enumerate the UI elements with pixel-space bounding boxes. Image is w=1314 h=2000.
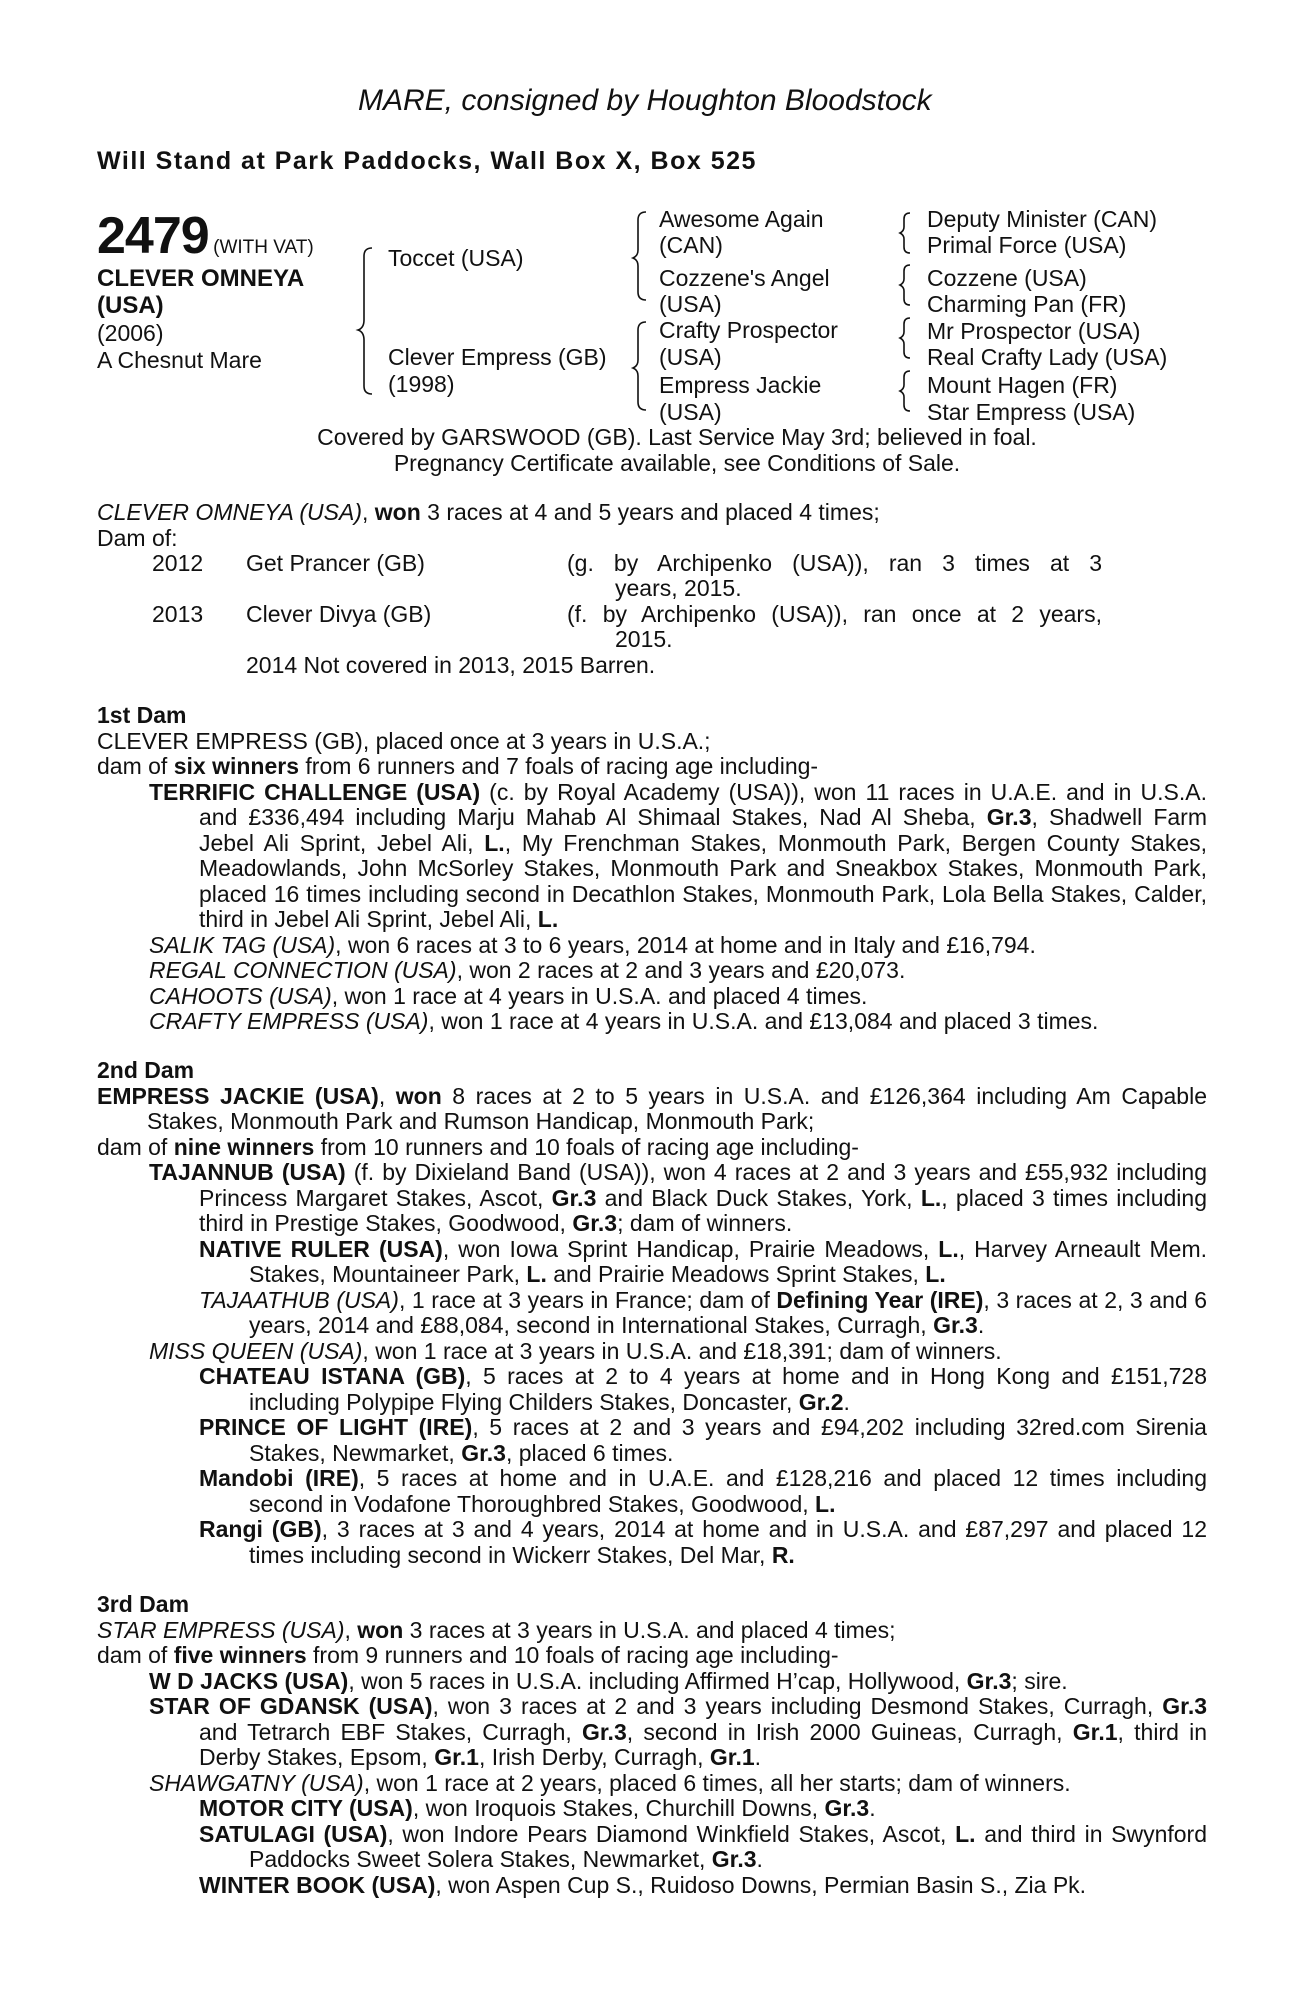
- grade: Gr.3: [986, 804, 1032, 830]
- horse-name-line1: CLEVER OMNEYA: [97, 265, 305, 292]
- text: , My Frenchman Stakes, Monmouth Park, Bergen County Stakes, Meadowlands, John McSorley Stakes, Monmouth Park and Sneakbox Stakes, Monmouth Park, placed 16 times including second in Decathlon Stakes, Monmouth Park, Lola Bella Stakes, Calder, third in Jebel Ali Sprint, Jebel Ali,: [199, 829, 1207, 932]
- text: .: [869, 1795, 876, 1821]
- runner-wd-jacks: [97, 1669, 1207, 1695]
- runner-prince-of-light: [97, 1415, 1207, 1466]
- grade: L.: [815, 1490, 836, 1517]
- sire-name: Toccet (USA): [388, 245, 524, 271]
- text: 3 races at 3 years in U.S.A. and placed 4 times;: [403, 1616, 896, 1643]
- text: dam of: [97, 1133, 174, 1160]
- third-dam-summary: [97, 1618, 1207, 1644]
- dam-sire-country: (USA): [659, 344, 722, 370]
- runner-name: W D JACKS (USA): [149, 1667, 349, 1694]
- text: ; sire.: [1011, 1667, 1068, 1694]
- runner-chateau-istana: [97, 1364, 1207, 1415]
- runner-star-of-gdansk: [97, 1694, 1207, 1771]
- produce-detail: (g. by Archipenko (USA)), ran 3 times at 3: [567, 550, 1102, 576]
- dam-year: (1998): [388, 371, 455, 397]
- pregnancy-line: Pregnancy Certificate available, see Conditions of Sale.: [393, 449, 961, 476]
- text: dam of: [97, 753, 174, 779]
- third-dam-section: [97, 1592, 1207, 1898]
- grade: Gr.3: [461, 1439, 506, 1466]
- grade: Gr.3: [824, 1795, 870, 1821]
- covered-note: [0, 425, 1314, 476]
- text: , Irish Derby, Curragh,: [478, 1744, 710, 1770]
- runner-cahoots: [97, 984, 1207, 1010]
- dam-dam-country: (USA): [659, 399, 722, 425]
- text: , won 5 races in U.S.A. including Affirmed H’cap, Hollywood,: [348, 1667, 967, 1694]
- text: , won 1 race at 3 years in U.S.A. and £18,391; dam of winners.: [362, 1337, 1002, 1364]
- text: , 5 races at home and in U.A.E. and £128,216 and placed 12 times including second in Vodafone Thoroughbred Stakes, Goodwood,: [249, 1465, 1207, 1517]
- dam-sire: Crafty Prospector: [659, 317, 838, 343]
- text: 8 races at 2 to 5 years in U.S.A. and £126,364 including Am Capable Stakes, Monmouth Park and Rumson Handicap, Monmouth Park;: [147, 1082, 1207, 1134]
- covered-line: Covered by GARSWOOD (GB). Last Service May 3rd; believed in foal.: [317, 424, 1037, 450]
- text: (c. by Royal Academy (USA)), won 11 races in U.A.E. and in U.S.A. and £336,494 including Marju Mahab Al Shimaal Stakes, Nad Al Sheba,: [199, 778, 1207, 830]
- first-dam-title: 1st Dam: [97, 702, 187, 728]
- produce-note: 2014 Not covered in 2013, 2015 Barren.: [246, 652, 656, 678]
- produce-detail-cont: 2015.: [615, 626, 673, 652]
- grade: Gr.3: [572, 1210, 618, 1236]
- grade: L.: [526, 1261, 547, 1287]
- dam-name: Clever Empress (GB): [388, 344, 607, 370]
- runner-name: MISS QUEEN (USA): [149, 1337, 363, 1364]
- text: and third in Swynford Paddocks Sweet Solera Stakes, Newmarket,: [249, 1820, 1208, 1872]
- runner-tajannub: [97, 1160, 1207, 1237]
- text: , 5 races at 2 to 4 years at home and in Hong Kong and £151,728 including Polypipe Flying Childers Stakes, Doncaster,: [249, 1363, 1207, 1415]
- dam-name: EMPRESS JACKIE (USA): [97, 1082, 379, 1109]
- runner-satulagi: [97, 1822, 1207, 1873]
- text: dam of: [97, 1642, 174, 1668]
- grade: L.: [537, 906, 559, 932]
- text: , placed 3 times including third in Prestige Stakes, Goodwood,: [199, 1184, 1207, 1236]
- runner-winter-book: [97, 1873, 1207, 1899]
- dam-dam: Empress Jackie: [659, 372, 822, 398]
- runner-native-ruler: [97, 1237, 1207, 1288]
- runner-name: NATIVE RULER (USA): [199, 1235, 443, 1262]
- great-grand-3: Cozzene (USA): [927, 265, 1087, 291]
- text: .: [843, 1388, 850, 1415]
- grade: R.: [771, 1541, 795, 1568]
- second-dam-title: 2nd Dam: [97, 1057, 195, 1083]
- mare-name: CLEVER OMNEYA (USA): [97, 499, 362, 525]
- won-label: won: [395, 1082, 442, 1109]
- runner-shawgatny: [97, 1771, 1207, 1797]
- runner-rangi: [97, 1517, 1207, 1568]
- mare-record: 3 races at 4 and 5 years and placed 4 times;: [420, 499, 880, 525]
- horse-description: A Chesnut Mare: [97, 347, 262, 373]
- grade: L.: [938, 1235, 959, 1262]
- text: , won Iroquois Stakes, Churchill Downs,: [412, 1795, 825, 1821]
- grade: Gr.3: [581, 1718, 627, 1745]
- runner-name: Rangi (GB): [199, 1516, 322, 1542]
- runner-miss-queen: [97, 1339, 1207, 1365]
- grade: L.: [920, 1184, 942, 1211]
- page-title: MARE, consigned by Houghton Bloodstock: [358, 84, 932, 117]
- sire-sire: Awesome Again: [659, 206, 824, 232]
- winners-count: six winners: [173, 753, 299, 779]
- great-grand-2: Primal Force (USA): [927, 232, 1127, 258]
- horse-year: (2006): [97, 320, 164, 346]
- lot-number: 2479: [97, 207, 209, 265]
- sire-dam: Cozzene's Angel: [659, 265, 830, 291]
- runner-name: STAR OF GDANSK (USA): [149, 1693, 433, 1719]
- runner-name: CRAFTY EMPRESS (USA): [149, 1008, 429, 1034]
- runner-name: REGAL CONNECTION (USA): [149, 957, 457, 983]
- grade: Gr.1: [1072, 1718, 1118, 1745]
- produce-detail: (f. by Archipenko (USA)), ran once at 2 years,: [567, 601, 1102, 627]
- text: and Tetrarch EBF Stakes, Curragh,: [199, 1718, 582, 1745]
- text: , placed 6 times.: [505, 1439, 674, 1466]
- text: (f. by Dixieland Band (USA)), won 4 races at 2 and 3 years and £55,932 including Princess Margaret Stakes, Ascot,: [199, 1159, 1207, 1211]
- runner-name: SALIK TAG (USA): [149, 931, 336, 958]
- won-label: won: [374, 499, 421, 525]
- vat-note: (WITH VAT): [213, 237, 314, 258]
- text: , second in Irish 2000 Guineas, Curragh,: [626, 1718, 1073, 1745]
- great-grand-8: Star Empress (USA): [927, 399, 1136, 425]
- text: , won 1 race at 4 years in U.S.A. and £13,084 and placed 3 times.: [428, 1008, 1099, 1034]
- grade: Gr.3: [1162, 1693, 1208, 1719]
- text: , Shadwell Farm Jebel Ali Sprint, Jebel Ali,: [199, 804, 1207, 856]
- produce-name: Clever Divya (GB): [246, 601, 432, 627]
- great-grand-5: Mr Prospector (USA): [927, 318, 1141, 344]
- great-grand-6: Real Crafty Lady (USA): [927, 344, 1168, 370]
- text: , won 1 race at 2 years, placed 6 times, all her starts; dam of winners.: [363, 1769, 1071, 1796]
- runner-tajaathub: [97, 1288, 1207, 1339]
- text: , won Aspen Cup S., Ruidoso Downs, Permian Basin S., Zia Pk.: [435, 1871, 1087, 1898]
- text: , won Iowa Sprint Handicap, Prairie Meadows,: [442, 1235, 939, 1262]
- first-dam-section: [97, 703, 1207, 1035]
- runner-name: Mandobi (IRE): [199, 1465, 359, 1491]
- runner-name: CAHOOTS (USA): [149, 982, 332, 1009]
- second-dam-section: [97, 1058, 1207, 1568]
- runner-name: SATULAGI (USA): [199, 1820, 388, 1847]
- text: , 3 races at 3 and 4 years, 2014 at home and in U.S.A. and £87,297 and placed 12 times including second in Wickerr Stakes, Del Mar,: [249, 1516, 1207, 1568]
- text: , won 2 races at 2 and 3 years and £20,073.: [456, 957, 906, 983]
- grade: L.: [484, 829, 505, 856]
- runner-name: TAJAATHUB (USA): [199, 1286, 399, 1313]
- grade: Gr.3: [711, 1846, 757, 1872]
- third-dam-winners: [97, 1643, 1207, 1669]
- great-grand-7: Mount Hagen (FR): [927, 372, 1118, 398]
- dam-name: STAR EMPRESS (USA): [97, 1616, 345, 1643]
- runner-name: TERRIFIC CHALLENGE (USA): [149, 778, 481, 805]
- text: from 9 runners and 10 foals of racing age including-: [306, 1642, 839, 1668]
- runner-name: WINTER BOOK (USA): [199, 1871, 436, 1898]
- horse-name-line2: (USA): [97, 292, 164, 319]
- text: , won 6 races at 3 to 6 years, 2014 at home and in Italy and £16,794.: [335, 931, 1036, 958]
- grade: L.: [925, 1261, 946, 1287]
- second-dam-winners: [97, 1135, 1207, 1161]
- winners-count: five winners: [173, 1642, 307, 1668]
- runner-name: TAJANNUB (USA): [149, 1159, 346, 1185]
- grade: Gr.3: [551, 1184, 597, 1211]
- winners-count: nine winners: [173, 1133, 315, 1160]
- grade: Gr.1: [709, 1744, 755, 1770]
- dam-of-label: Dam of:: [97, 524, 178, 551]
- runner-name: Defining Year (IRE): [776, 1286, 984, 1313]
- mare-summary: CLEVER OMNEYA (USA), won 3 races at 4 and 5 years and placed 4 times;: [97, 499, 880, 525]
- text: and Black Duck Stakes, York,: [596, 1184, 921, 1211]
- text: , 1 race at 3 years in France; dam of: [398, 1286, 777, 1313]
- produce-record: [97, 500, 1207, 551]
- text: , Harvey Arneault Mem. Stakes, Mountaineer Park,: [249, 1235, 1207, 1287]
- text: , 3 races at 2, 3 and 6 years, 2014 and £88,084, second in International Stakes, Curragh,: [249, 1286, 1207, 1338]
- stand-location: Will Stand at Park Paddocks, Wall Box X, Box 525: [97, 147, 757, 175]
- runner-name: PRINCE OF LIGHT (IRE): [199, 1414, 473, 1440]
- runner-terrific-challenge: [97, 780, 1207, 933]
- text: .: [754, 1744, 762, 1770]
- great-grand-1: Deputy Minister (CAN): [927, 206, 1158, 232]
- grade: Gr.2: [798, 1388, 844, 1415]
- runner-regal-connection: [97, 958, 1207, 984]
- first-dam-winners: [97, 754, 1207, 780]
- first-dam-summary: CLEVER EMPRESS (GB), placed once at 3 years in U.S.A.;: [97, 727, 711, 754]
- second-dam-summary: EMPRESS JACKIE (USA), won 8 races at 2 to 5 years in U.S.A. and £126,364 including Am Capable Stakes, Monmouth Park and Rumson Handicap, Monmouth Park;: [97, 1082, 1207, 1134]
- text: , 5 races at 2 and 3 years and £94,202 including 32red.com Sirenia Stakes, Newmarket,: [249, 1414, 1207, 1466]
- sire-dam-country: (USA): [659, 291, 722, 317]
- text: ,: [344, 1616, 358, 1643]
- text: ; dam of winners.: [617, 1210, 793, 1236]
- won-label: won: [357, 1616, 404, 1643]
- grade: Gr.3: [966, 1667, 1012, 1694]
- text: .: [977, 1312, 985, 1338]
- text: .: [756, 1846, 763, 1872]
- grade: Gr.3: [933, 1312, 978, 1338]
- produce-year: 2013: [152, 601, 204, 627]
- runner-motor-city: [97, 1796, 1207, 1822]
- produce-name: Get Prancer (GB): [246, 550, 425, 576]
- text: , third in Derby Stakes, Epsom,: [199, 1718, 1207, 1770]
- runner-name: CHATEAU ISTANA (GB): [199, 1363, 466, 1389]
- text: from 10 runners and 10 foals of racing age including-: [314, 1133, 859, 1160]
- produce-detail-cont: years, 2015.: [615, 575, 742, 601]
- runner-name: MOTOR CITY (USA): [199, 1795, 413, 1821]
- produce-year: 2012: [152, 550, 204, 576]
- third-dam-title: 3rd Dam: [97, 1591, 190, 1617]
- text: and Prairie Meadows Sprint Stakes,: [546, 1261, 926, 1287]
- runner-name: SHAWGATNY (USA): [149, 1769, 364, 1796]
- runner-crafty-empress: [97, 1009, 1207, 1035]
- sire-sire-country: (CAN): [659, 232, 723, 258]
- text: , won 1 race at 4 years in U.S.A. and placed 4 times.: [331, 982, 868, 1009]
- great-grand-4: Charming Pan (FR): [927, 291, 1127, 317]
- text: , won Indore Pears Diamond Winkfield Stakes, Ascot,: [387, 1820, 956, 1847]
- text: , won 3 races at 2 and 3 years including Desmond Stakes, Curragh,: [432, 1693, 1163, 1719]
- grade: L.: [955, 1820, 976, 1847]
- runner-mandobi: [97, 1466, 1207, 1517]
- grade: Gr.1: [434, 1744, 479, 1770]
- runner-salik-tag: [97, 933, 1207, 959]
- text: from 6 runners and 7 foals of racing age including-: [299, 753, 819, 779]
